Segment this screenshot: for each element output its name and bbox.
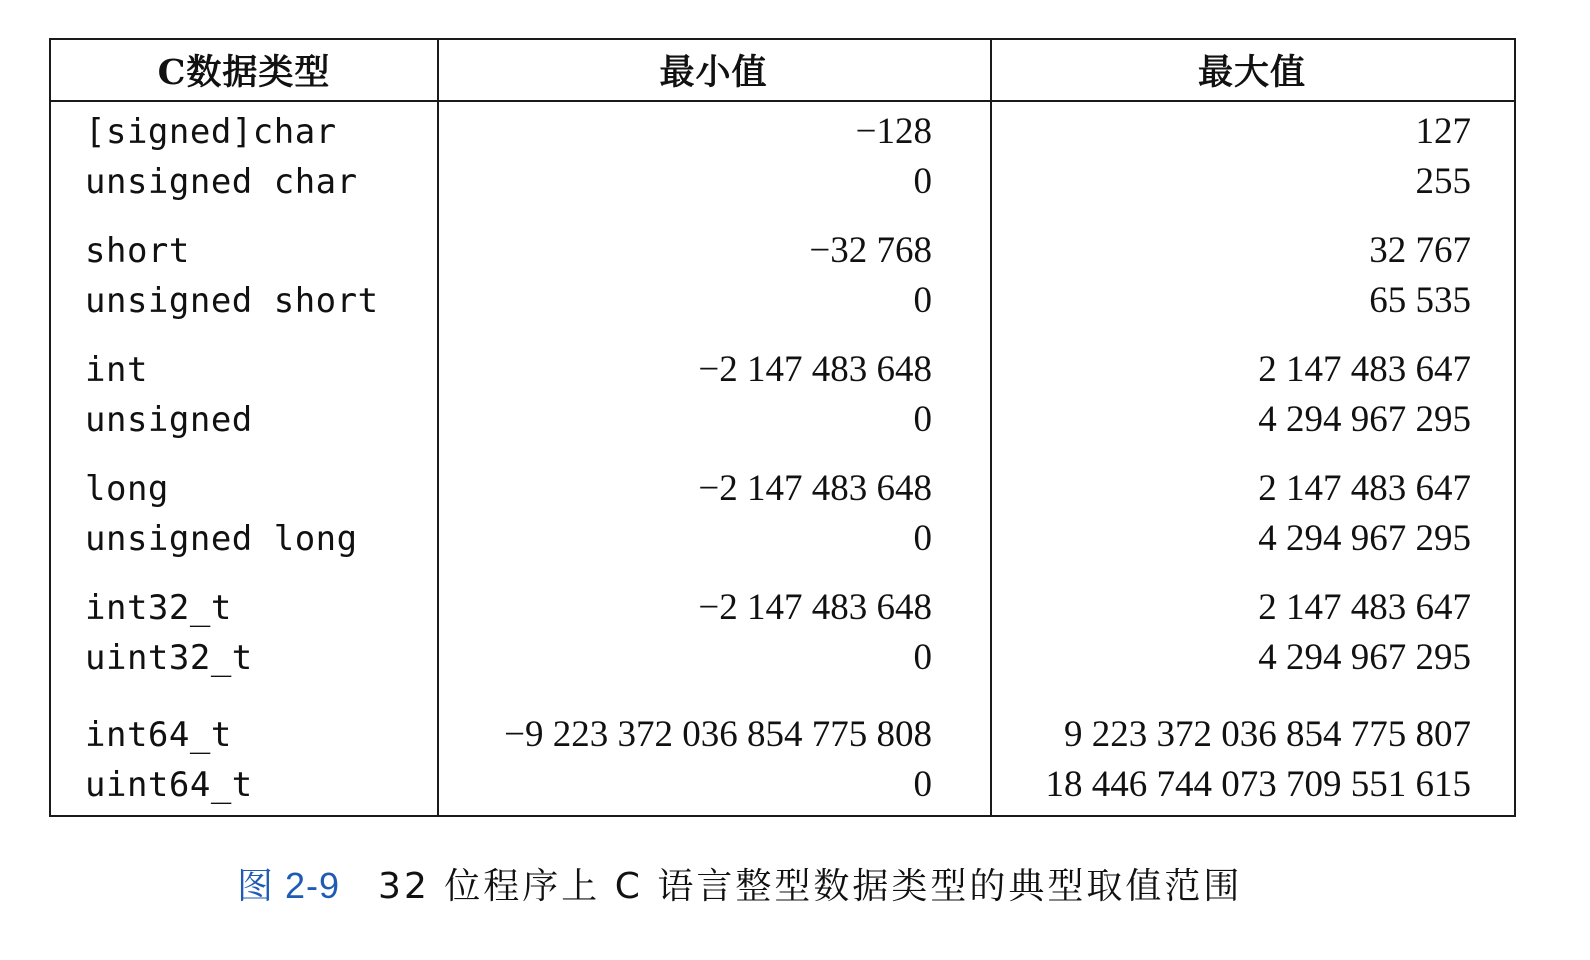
table-row-group (51, 107, 1514, 207)
min-value-cell: 0 (913, 161, 932, 202)
header-type: C数据类型 (157, 52, 331, 93)
max-value-cell: 32 767 (1369, 230, 1471, 271)
type-cell: int64_t (85, 715, 232, 755)
table-row (51, 710, 1514, 760)
caption-text: 32 位程序上 C 语言整型数据类型的典型取值范围 (378, 866, 1243, 907)
type-cell: int32_t (85, 588, 232, 628)
type-cell: long (85, 469, 169, 509)
max-value-cell: 9 223 372 036 854 775 807 (1064, 714, 1471, 755)
table-row-group (51, 345, 1514, 445)
type-cell: [signed]char (85, 112, 337, 152)
type-cell: unsigned (85, 400, 253, 440)
table-row-group (51, 710, 1514, 810)
type-cell: short (85, 231, 190, 271)
table-row (51, 395, 1514, 445)
type-cell: unsigned char (85, 162, 358, 202)
min-value-cell: 0 (913, 637, 932, 678)
type-cell: uint32_t (85, 638, 253, 678)
header-min: 最小值 (659, 52, 768, 93)
max-value-cell: 255 (1415, 161, 1471, 202)
min-value-cell: −2 147 483 648 (698, 587, 932, 628)
table-row (51, 276, 1514, 326)
max-value-cell: 18 446 744 073 709 551 615 (1045, 764, 1471, 805)
table-row-group (51, 583, 1514, 683)
min-value-cell: 0 (913, 399, 932, 440)
max-value-cell: 2 147 483 647 (1258, 587, 1471, 628)
table-row (51, 583, 1514, 633)
figure-caption (237, 856, 1242, 916)
table-row-group (51, 464, 1514, 564)
figure-number: 图 2-9 (237, 865, 341, 906)
min-value-cell: −2 147 483 648 (698, 349, 932, 390)
min-value-cell: −128 (855, 111, 932, 152)
min-value-cell: −9 223 372 036 854 775 808 (504, 714, 932, 755)
max-value-cell: 65 535 (1369, 280, 1471, 321)
integer-range-table (49, 38, 1516, 817)
max-value-cell: 4 294 967 295 (1258, 399, 1471, 440)
min-value-cell: −2 147 483 648 (698, 468, 932, 509)
max-value-cell: 4 294 967 295 (1258, 518, 1471, 559)
type-cell: unsigned short (85, 281, 379, 321)
max-value-cell: 127 (1415, 111, 1471, 152)
max-value-cell: 4 294 967 295 (1258, 637, 1471, 678)
min-value-cell: 0 (913, 518, 932, 559)
min-value-cell: 0 (913, 764, 932, 805)
table-row (51, 226, 1514, 276)
table-row (51, 345, 1514, 395)
min-value-cell: −32 768 (809, 230, 932, 271)
max-value-cell: 2 147 483 647 (1258, 468, 1471, 509)
table-header-row (51, 40, 1514, 102)
min-value-cell: 0 (913, 280, 932, 321)
max-value-cell: 2 147 483 647 (1258, 349, 1471, 390)
table-row (51, 633, 1514, 683)
table-row (51, 514, 1514, 564)
table-row (51, 464, 1514, 514)
type-cell: unsigned long (85, 519, 358, 559)
type-cell: uint64_t (85, 765, 253, 805)
type-cell: int (85, 350, 148, 390)
table-row (51, 107, 1514, 157)
header-max: 最大值 (1197, 52, 1306, 93)
table-row-group (51, 226, 1514, 326)
table-row (51, 760, 1514, 810)
table-row (51, 157, 1514, 207)
